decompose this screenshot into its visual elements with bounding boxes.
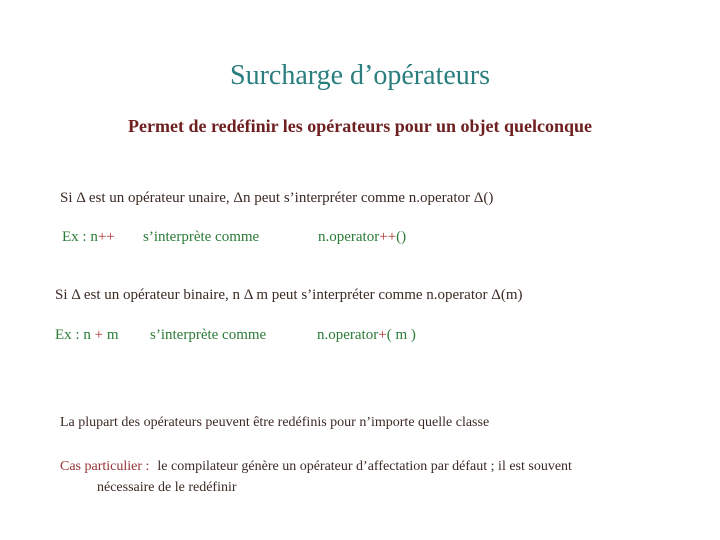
binary-rule-text: Si Δ est un opérateur binaire, n Δ m peut s’interpréter comme n.operator Δ(m) xyxy=(55,287,523,303)
special-case-line2: nécessaire de le redéfinir xyxy=(97,480,237,495)
unary-example-prefix: Ex : n xyxy=(62,229,98,245)
binary-example-call-args: ( m ) xyxy=(386,327,416,343)
slide-title: Surcharge d’opérateurs xyxy=(230,60,490,91)
binary-example-operand: m xyxy=(103,327,119,343)
binary-example-expression xyxy=(55,327,118,343)
unary-example-row xyxy=(62,229,682,249)
unary-example-call-args: () xyxy=(396,229,407,245)
unary-example-expression xyxy=(62,229,115,245)
special-case-note xyxy=(60,456,572,498)
special-case-label: Cas particulier : xyxy=(60,459,150,474)
binary-example-prefix: Ex : n xyxy=(55,327,95,343)
binary-example-operator: + xyxy=(94,327,104,343)
unary-example-call xyxy=(318,229,406,246)
binary-example-call-operator: + xyxy=(378,327,387,343)
unary-example-call-operator: ++ xyxy=(379,229,397,245)
binary-example-call-name: n.operator xyxy=(317,327,379,343)
binary-example-middle-text: s’interprète comme xyxy=(150,327,267,343)
redefinable-note-text: La plupart des opérateurs peuvent être redéfinis pour n’importe quelle classe xyxy=(60,415,490,430)
unary-example-middle-text: s’interprète comme xyxy=(143,229,260,245)
special-case-line1: le compilateur génère un opérateur d’affectation par défaut ; il est souvent xyxy=(157,459,572,474)
binary-example-row xyxy=(55,327,675,347)
unary-rule-text: Si Δ est un opérateur unaire, Δn peut s’interpréter comme n.operator Δ() xyxy=(60,190,494,206)
unary-example-call-name: n.operator xyxy=(318,229,380,245)
unary-example-operator: ++ xyxy=(97,229,115,245)
slide-subtitle: Permet de redéfinir les opérateurs pour un objet quelconque xyxy=(128,116,592,136)
binary-example-call xyxy=(317,327,416,344)
